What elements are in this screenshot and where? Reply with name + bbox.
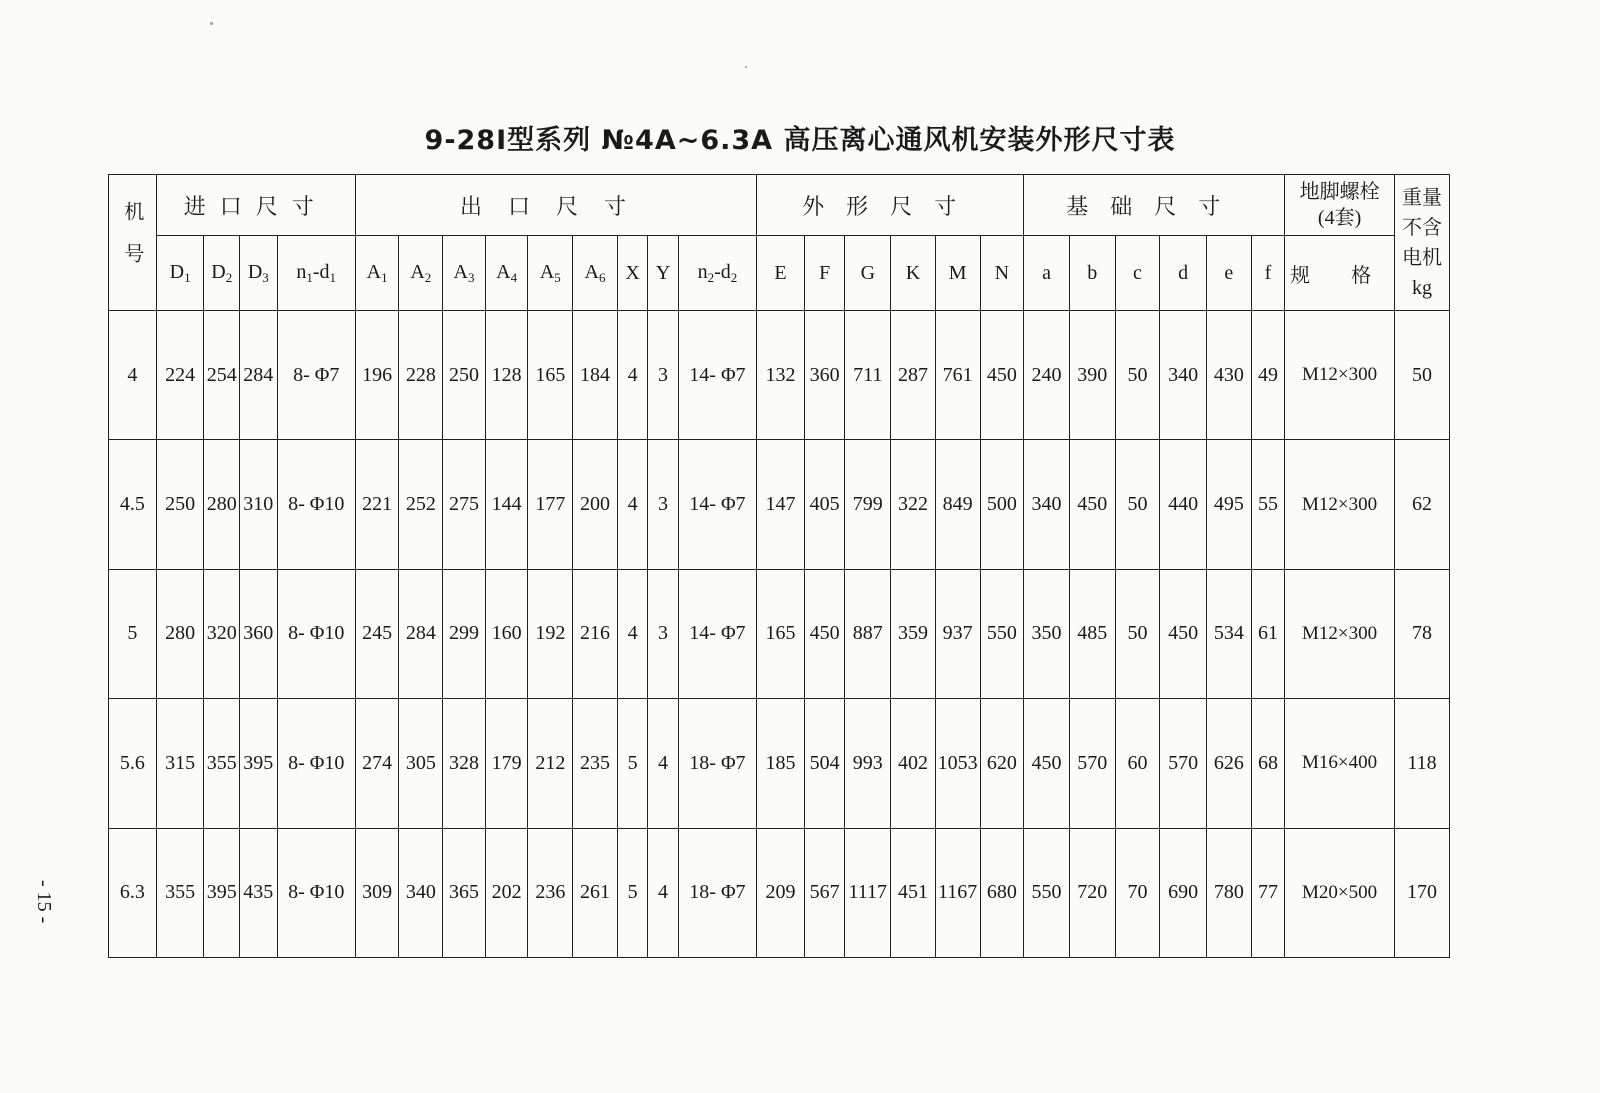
col-header: X xyxy=(617,236,647,311)
table-cell: 780 xyxy=(1207,828,1252,957)
table-cell: 799 xyxy=(845,440,891,569)
anchor-bolt-label: 地脚螺栓 xyxy=(1299,181,1380,203)
table-cell: 450 xyxy=(980,311,1024,440)
table-cell: 202 xyxy=(485,828,528,957)
col-header: $A_6$ xyxy=(573,236,618,311)
anchor-bolt-qty: (4套) xyxy=(1317,207,1362,229)
col-header: Y xyxy=(648,236,678,311)
table-cell: 355 xyxy=(204,699,240,828)
table-cell: 315 xyxy=(156,699,204,828)
header-row-groups xyxy=(109,175,1450,236)
table-cell: 5 xyxy=(617,699,647,828)
table-cell: 228 xyxy=(399,311,443,440)
col-header: e xyxy=(1207,236,1252,311)
machine-no-header: 机号 xyxy=(109,175,157,311)
table-cell: 993 xyxy=(845,699,891,828)
table-cell: 250 xyxy=(156,440,204,569)
table-row xyxy=(109,311,1450,440)
table-cell: 8- Φ10 xyxy=(277,828,355,957)
table-cell: 310 xyxy=(240,440,278,569)
table-cell: 132 xyxy=(757,311,805,440)
table-cell: 849 xyxy=(935,440,980,569)
table-cell: 55 xyxy=(1251,440,1285,569)
col-header: b xyxy=(1069,236,1115,311)
table-cell: 287 xyxy=(891,311,936,440)
table-row xyxy=(109,440,1450,569)
outlet-dimensions-header: 出口尺寸 xyxy=(355,175,756,236)
table-cell: 184 xyxy=(573,311,618,440)
table-cell: 626 xyxy=(1207,699,1252,828)
table-cell: 8- Φ10 xyxy=(277,569,355,698)
table-cell: 209 xyxy=(757,828,805,957)
table-cell: 4 xyxy=(648,828,678,957)
table-cell: 328 xyxy=(443,699,486,828)
table-cell: 711 xyxy=(845,311,891,440)
inlet-dimensions-header: 进口尺寸 xyxy=(156,175,355,236)
table-cell: 534 xyxy=(1207,569,1252,698)
table-cell: 3 xyxy=(648,440,678,569)
col-header: $D_1$ xyxy=(156,236,204,311)
table-cell: 690 xyxy=(1160,828,1207,957)
col-header: a xyxy=(1024,236,1070,311)
table-cell: 435 xyxy=(240,828,278,957)
col-header: N xyxy=(980,236,1024,311)
table-cell: 144 xyxy=(485,440,528,569)
header-row-columns xyxy=(109,236,1450,311)
table-cell: 14- Φ7 xyxy=(678,311,756,440)
col-header: $A_1$ xyxy=(355,236,399,311)
table-cell: 350 xyxy=(1024,569,1070,698)
table-cell: 50 xyxy=(1115,440,1160,569)
col-header: $A_3$ xyxy=(443,236,486,311)
table-row xyxy=(109,699,1450,828)
table-cell: 320 xyxy=(204,569,240,698)
table-cell: 18- Φ7 xyxy=(678,828,756,957)
table-cell: 8- Φ10 xyxy=(277,699,355,828)
table-cell: 77 xyxy=(1251,828,1285,957)
col-header: $D_2$ xyxy=(204,236,240,311)
page-title: 9-28Ⅰ型系列 №4A~6.3A 高压离心通风机安装外形尺寸表 xyxy=(424,125,1176,156)
table-cell: 567 xyxy=(804,828,845,957)
machine-no-cell: 5 xyxy=(109,569,157,698)
table-cell: 275 xyxy=(443,440,486,569)
bolt-spec-cell: M12×300 xyxy=(1285,569,1395,698)
table-cell: 160 xyxy=(485,569,528,698)
table-row xyxy=(109,828,1450,957)
table-cell: 252 xyxy=(399,440,443,569)
table-cell: 185 xyxy=(757,699,805,828)
table-cell: 216 xyxy=(573,569,618,698)
col-header: G xyxy=(845,236,891,311)
weight-cell: 118 xyxy=(1394,699,1449,828)
table-cell: 18- Φ7 xyxy=(678,699,756,828)
table-cell: 761 xyxy=(935,311,980,440)
scan-speck xyxy=(745,66,747,68)
table-cell: 450 xyxy=(1160,569,1207,698)
table-cell: 221 xyxy=(355,440,399,569)
bolt-spec-cell: M16×400 xyxy=(1285,699,1395,828)
table-cell: 4 xyxy=(617,440,647,569)
table-cell: 485 xyxy=(1069,569,1115,698)
table-cell: 500 xyxy=(980,440,1024,569)
machine-no-cell: 5.6 xyxy=(109,699,157,828)
table-cell: 680 xyxy=(980,828,1024,957)
table-cell: 261 xyxy=(573,828,618,957)
table-cell: 192 xyxy=(528,569,573,698)
anchor-bolt-header xyxy=(1285,175,1395,236)
table-cell: 450 xyxy=(804,569,845,698)
table-cell: 495 xyxy=(1207,440,1252,569)
col-header: F xyxy=(804,236,845,311)
table-cell: 4 xyxy=(617,311,647,440)
table-cell: 1117 xyxy=(845,828,891,957)
col-header: $A_2$ xyxy=(399,236,443,311)
table-cell: 887 xyxy=(845,569,891,698)
dimension-table xyxy=(108,174,1450,958)
table-cell: 340 xyxy=(1024,440,1070,569)
table-cell: 274 xyxy=(355,699,399,828)
table-cell: 224 xyxy=(156,311,204,440)
page-number: - 15 - xyxy=(33,880,55,924)
table-cell: 49 xyxy=(1251,311,1285,440)
table-cell: 450 xyxy=(1069,440,1115,569)
col-header: $D_3$ xyxy=(240,236,278,311)
machine-no-cell: 6.3 xyxy=(109,828,157,957)
table-cell: 8- Φ7 xyxy=(277,311,355,440)
table-cell: 235 xyxy=(573,699,618,828)
table-cell: 504 xyxy=(804,699,845,828)
table-cell: 570 xyxy=(1069,699,1115,828)
col-header: $n_2-d_2$ xyxy=(678,236,756,311)
bolt-spec-cell: M20×500 xyxy=(1285,828,1395,957)
table-cell: 200 xyxy=(573,440,618,569)
table-cell: 3 xyxy=(648,311,678,440)
scan-speck xyxy=(210,22,213,25)
table-cell: 245 xyxy=(355,569,399,698)
table-body xyxy=(109,311,1450,958)
table-cell: 402 xyxy=(891,699,936,828)
col-header: $A_5$ xyxy=(528,236,573,311)
table-cell: 212 xyxy=(528,699,573,828)
col-header: $A_4$ xyxy=(485,236,528,311)
table-cell: 280 xyxy=(156,569,204,698)
table-cell: 1053 xyxy=(935,699,980,828)
table-cell: 179 xyxy=(485,699,528,828)
weight-cell: 170 xyxy=(1394,828,1449,957)
table-cell: 5 xyxy=(617,828,647,957)
table-cell: 4 xyxy=(617,569,647,698)
table-cell: 340 xyxy=(399,828,443,957)
col-header: d xyxy=(1160,236,1207,311)
table-cell: 322 xyxy=(891,440,936,569)
table-cell: 61 xyxy=(1251,569,1285,698)
table-cell: 720 xyxy=(1069,828,1115,957)
table-cell: 60 xyxy=(1115,699,1160,828)
table-cell: 284 xyxy=(240,311,278,440)
table-cell: 4 xyxy=(648,699,678,828)
weight-cell: 78 xyxy=(1394,569,1449,698)
weight-cell: 62 xyxy=(1394,440,1449,569)
foundation-dimensions-header: 基础尺寸 xyxy=(1024,175,1285,236)
table-cell: 550 xyxy=(980,569,1024,698)
table-cell: 430 xyxy=(1207,311,1252,440)
table-cell: 305 xyxy=(399,699,443,828)
table-row xyxy=(109,569,1450,698)
table-cell: 196 xyxy=(355,311,399,440)
table-cell: 365 xyxy=(443,828,486,957)
table-cell: 8- Φ10 xyxy=(277,440,355,569)
table-cell: 299 xyxy=(443,569,486,698)
table-cell: 284 xyxy=(399,569,443,698)
table-cell: 147 xyxy=(757,440,805,569)
bolt-spec-cell: M12×300 xyxy=(1285,311,1395,440)
col-header: c xyxy=(1115,236,1160,311)
table-cell: 14- Φ7 xyxy=(678,569,756,698)
table-cell: 177 xyxy=(528,440,573,569)
table-cell: 390 xyxy=(1069,311,1115,440)
table-cell: 68 xyxy=(1251,699,1285,828)
table-cell: 620 xyxy=(980,699,1024,828)
table-cell: 165 xyxy=(757,569,805,698)
machine-no-cell: 4 xyxy=(109,311,157,440)
table-cell: 240 xyxy=(1024,311,1070,440)
bolt-spec-header: 规 格 xyxy=(1285,236,1395,311)
weight-cell: 50 xyxy=(1394,311,1449,440)
table-cell: 3 xyxy=(648,569,678,698)
table-cell: 359 xyxy=(891,569,936,698)
table-cell: 236 xyxy=(528,828,573,957)
table-cell: 254 xyxy=(204,311,240,440)
table-cell: 50 xyxy=(1115,311,1160,440)
table-cell: 440 xyxy=(1160,440,1207,569)
table-cell: 50 xyxy=(1115,569,1160,698)
col-header: K xyxy=(891,236,936,311)
table-cell: 128 xyxy=(485,311,528,440)
bolt-spec-cell: M12×300 xyxy=(1285,440,1395,569)
weight-header: 重量 不含 电机 kg xyxy=(1394,175,1449,311)
table-cell: 451 xyxy=(891,828,936,957)
table-cell: 309 xyxy=(355,828,399,957)
table-cell: 450 xyxy=(1024,699,1070,828)
outline-dimensions-header: 外形尺寸 xyxy=(757,175,1024,236)
table-cell: 165 xyxy=(528,311,573,440)
col-header: M xyxy=(935,236,980,311)
col-header: E xyxy=(757,236,805,311)
table-cell: 250 xyxy=(443,311,486,440)
table-cell: 360 xyxy=(240,569,278,698)
table-cell: 360 xyxy=(804,311,845,440)
table-cell: 405 xyxy=(804,440,845,569)
table-cell: 70 xyxy=(1115,828,1160,957)
table-cell: 550 xyxy=(1024,828,1070,957)
table-cell: 570 xyxy=(1160,699,1207,828)
table-cell: 937 xyxy=(935,569,980,698)
table-cell: 395 xyxy=(240,699,278,828)
table-cell: 1167 xyxy=(935,828,980,957)
table-cell: 355 xyxy=(156,828,204,957)
table-cell: 280 xyxy=(204,440,240,569)
machine-no-cell: 4.5 xyxy=(109,440,157,569)
col-header: $n_1-d_1$ xyxy=(277,236,355,311)
table-cell: 340 xyxy=(1160,311,1207,440)
table-cell: 14- Φ7 xyxy=(678,440,756,569)
col-header: f xyxy=(1251,236,1285,311)
table-cell: 395 xyxy=(204,828,240,957)
